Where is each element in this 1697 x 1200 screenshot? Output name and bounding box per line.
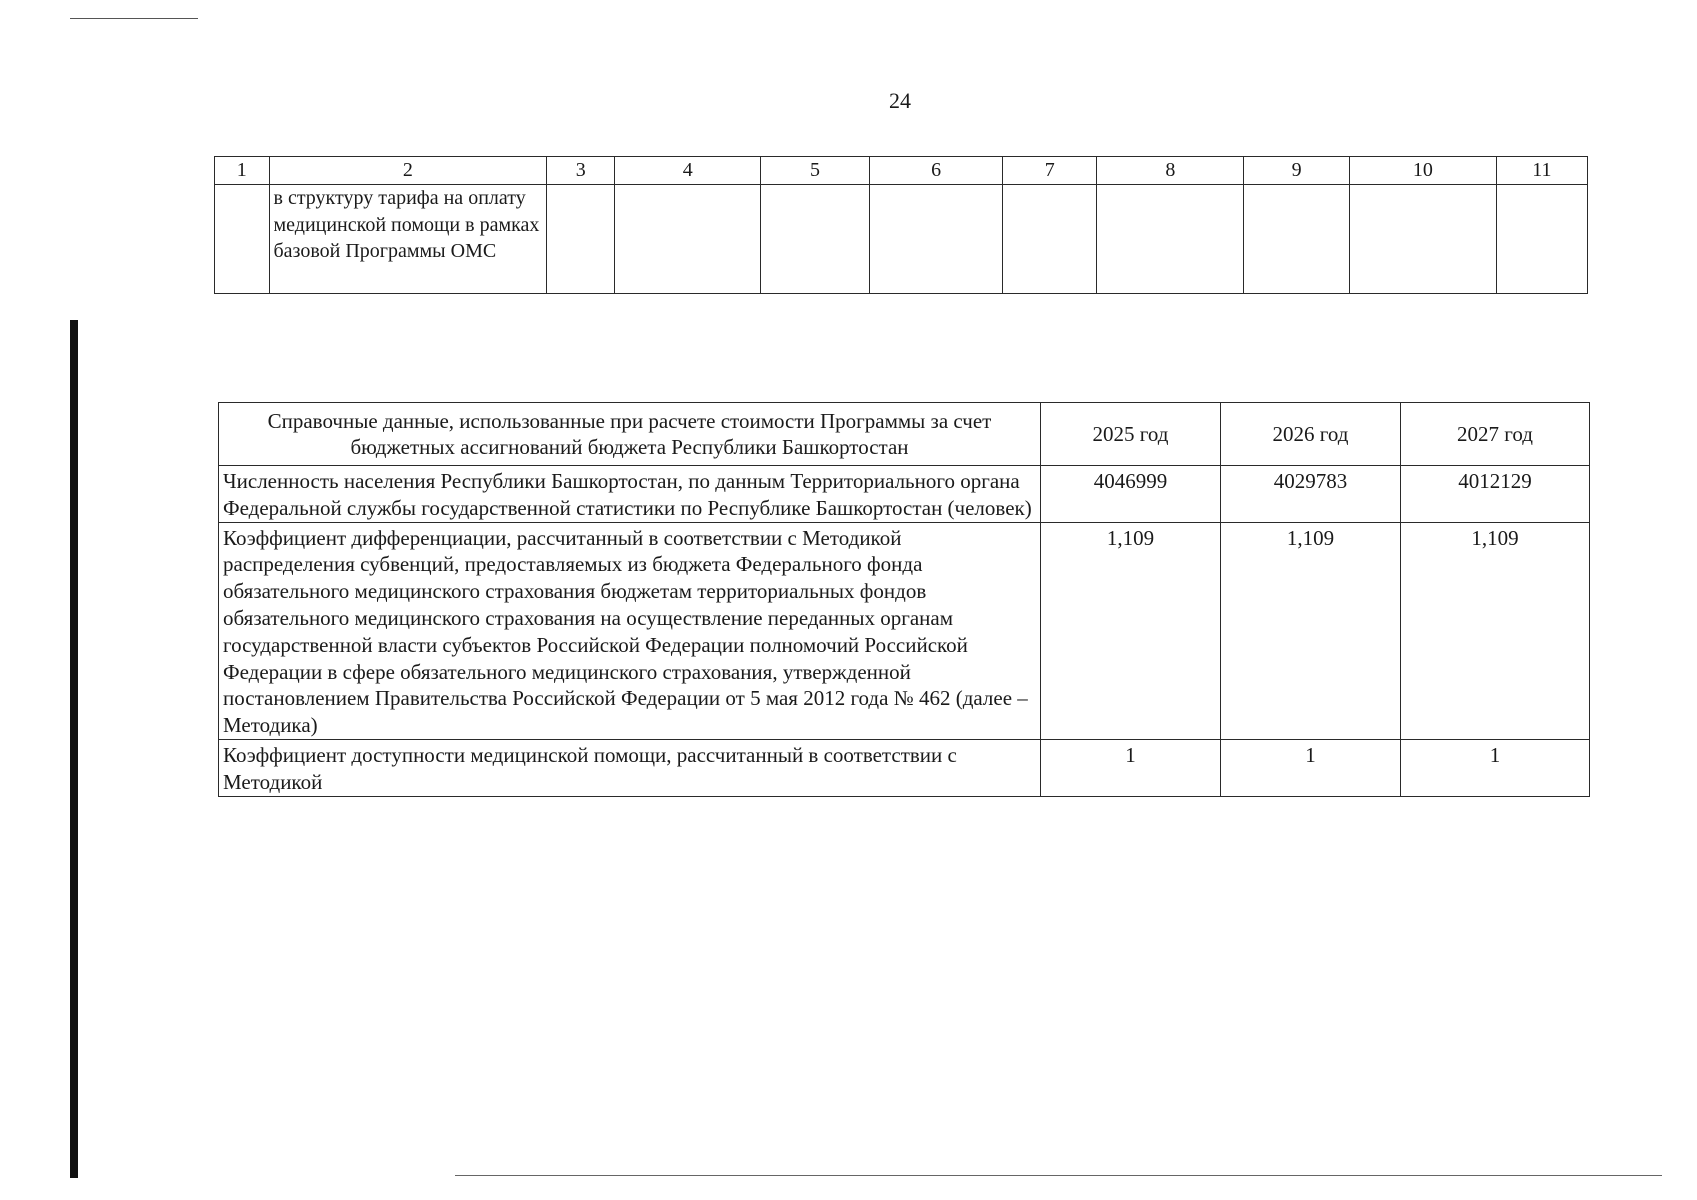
table-row: [219, 522, 1590, 739]
table-cell: [761, 185, 870, 294]
value-cell: 1,109: [1221, 522, 1401, 739]
accessibility-coefficient-description: Коэффициент доступности медицинской помощи, рассчитанный в соответствии с Методикой: [219, 739, 1041, 796]
table-cell: [870, 185, 1003, 294]
table-cell: [615, 185, 761, 294]
column-number-header: 7: [1003, 157, 1097, 185]
table-cell: [215, 185, 270, 294]
page-number: 24: [889, 88, 911, 113]
value-cell: 4012129: [1401, 466, 1590, 523]
table-cell: [1244, 185, 1350, 294]
year-header: 2027 год: [1401, 403, 1590, 466]
column-number-header: 10: [1350, 157, 1497, 185]
table-row: [219, 739, 1590, 796]
table-cell: [1350, 185, 1497, 294]
table-cell: [1097, 185, 1244, 294]
table-row: [215, 185, 1588, 294]
value-cell: 1,109: [1401, 522, 1590, 739]
value-cell: 1: [1221, 739, 1401, 796]
column-number-header: 8: [1097, 157, 1244, 185]
year-header: 2025 год: [1041, 403, 1221, 466]
column-number-header: 1: [215, 157, 270, 185]
table-header-row: [219, 403, 1590, 466]
year-header: 2026 год: [1221, 403, 1401, 466]
column-number-header: 5: [761, 157, 870, 185]
table-row: [219, 466, 1590, 523]
table-cell: [1496, 185, 1587, 294]
value-cell: 1,109: [1041, 522, 1221, 739]
value-cell: 1: [1401, 739, 1590, 796]
reference-data-table: [218, 402, 1590, 797]
value-cell: 4046999: [1041, 466, 1221, 523]
column-number-header: 3: [547, 157, 615, 185]
scan-artifact-line-bottom: [455, 1175, 1662, 1176]
column-number-header: 9: [1244, 157, 1350, 185]
differentiation-coefficient-description: Коэффициент дифференциации, рассчитанный в соответствии с Методикой распределения субвенций, предоставляемых из бюджета Федерального фонда обязательного медицинского страхования бюджетам территориальных фондов обязательного медицинского страхования на осуществление переданных органам государственной власти субъектов Российской Федерации полномочий Российской Федерации в сфере обязательного медицинского страхования, утвержденной постановлением Правительства Российской Федерации от 5 мая 2012 года № 462 (далее – Методика): [219, 522, 1041, 739]
continuation-table: [214, 156, 1588, 294]
value-cell: 4029783: [1221, 466, 1401, 523]
population-description: Численность населения Республики Башкортостан, по данным Территориального органа Федеральной службы государственной статистики по Республике Башкортостан (человек): [219, 466, 1041, 523]
table-cell: [547, 185, 615, 294]
value-cell: 1: [1041, 739, 1221, 796]
column-number-header: 2: [269, 157, 547, 185]
reference-description-header: Справочные данные, использованные при расчете стоимости Программы за счет бюджетных ассигнований бюджета Республики Башкортостан: [219, 403, 1041, 466]
scan-artifact-line-top: [70, 18, 198, 19]
table-header-row: [215, 157, 1588, 185]
column-number-header: 6: [870, 157, 1003, 185]
scan-artifact-bar-left: [70, 320, 78, 1178]
row-description-cell: в структуру тарифа на оплату медицинской помощи в рамках базовой Программы ОМС: [269, 185, 547, 294]
table-cell: [1003, 185, 1097, 294]
column-number-header: 4: [615, 157, 761, 185]
column-number-header: 11: [1496, 157, 1587, 185]
